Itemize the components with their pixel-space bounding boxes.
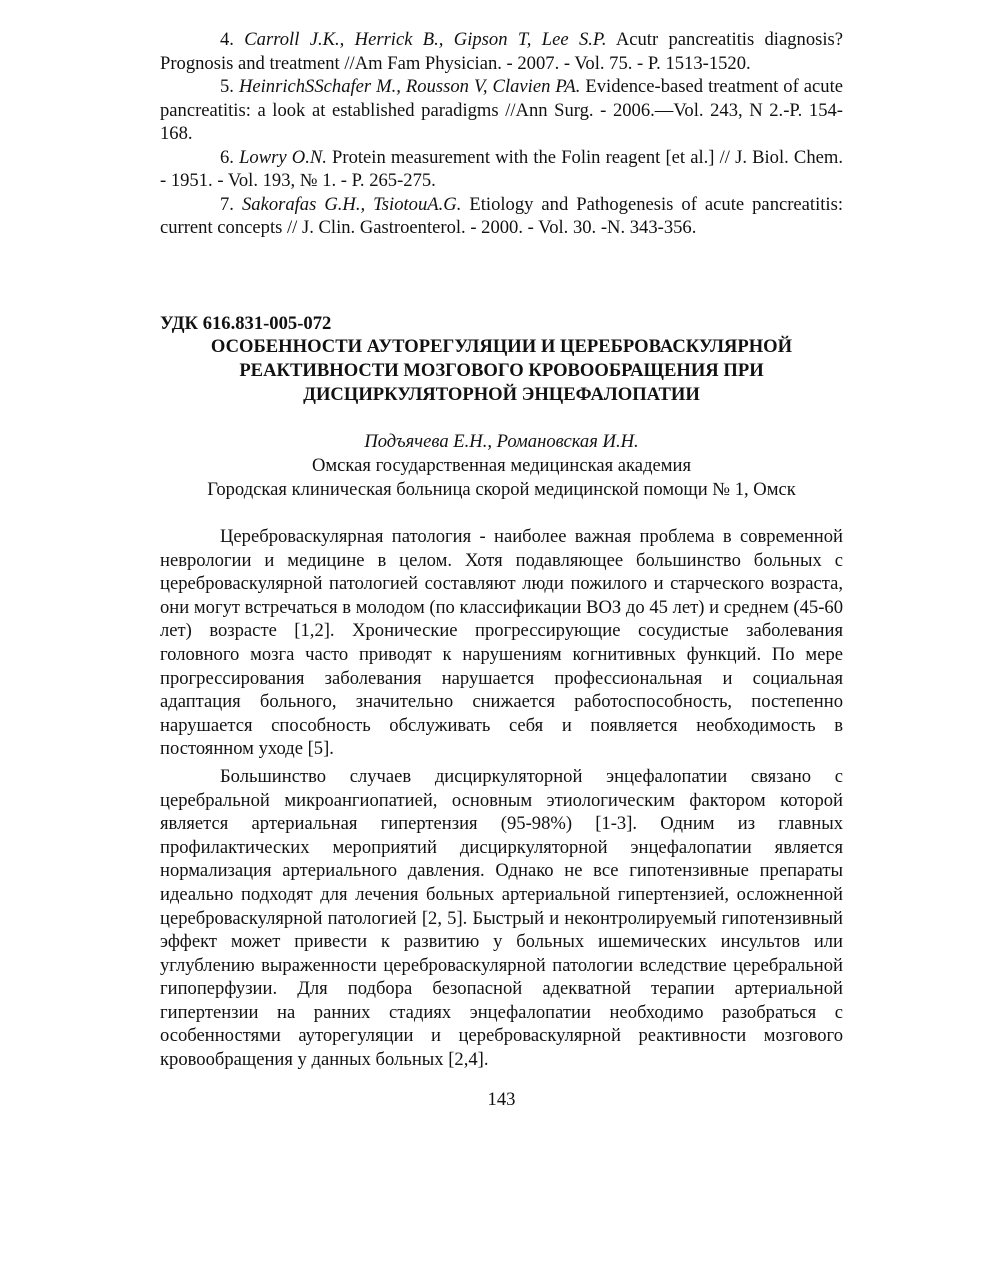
title-line: ОСОБЕННОСТИ АУТОРЕГУЛЯЦИИ И ЦЕРЕБРОВАСКУЛЯРНОЙ [210, 336, 793, 357]
reference-authors: Sakorafas G.H., TsiotouA.G. [241, 193, 462, 215]
body-paragraph: Цереброваскулярная патология - наиболее важная проблема в современной неврологии и медицине в целом. Хотя подавляющее большинство больных с цереброваскулярной патологией составляют люди пожилого и старческого возраста, они могут встречаться в молодом (по классификации ВОЗ до 45 лет) и среднем (45-60 лет) возрасте [1,2]. Хронические прогрессирующие сосудистые заболевания головного мозга часто приводят к нарушениям когнитивных функций. По мере прогрессирования заболевания нарушается профессиональная и социальная адаптация больного, значительно снижается работоспособность, постепенно нарушается способность обслуживать себя и появляется необходимость в постоянном уходе [5]. [160, 526, 843, 760]
affiliation-academy: Омская государственная медицинская академия [311, 455, 692, 476]
page-number: 143 [487, 1089, 516, 1110]
udk-code: УДК 616.831-005-072 [160, 313, 332, 334]
article-body [160, 525, 843, 1076]
body-paragraph: Большинство случаев дисциркуляторной энцефалопатии связано с церебральной микроангиопатией, основным этиологическим фактором которой является артериальная гипертензия (95-98%) [1-3]. Одним из главных профилактических мероприятий дисциркуляторной энцефалопатии является нормализация артериального давления. Однако не все гипотензивные препараты идеально подходят для лечения больных артериальной гипертензией, осложненной цереброваскулярной патологией [2, 5]. Быстрый и неконтролируемый гипотензивный эффект может привести к развитию у больных ишемических инсультов или углублению выраженности цереброваскулярной патологии вследствие церебральной гипоперфузии. Для подбора безопасной адекватной терапии артериальной гипертензии на ранних стадиях энцефалопатии необходимо разобраться с особенностями ауторегуляции и цереброваскулярной реактивности мозгового кровообращения у данных больных [2,4]. [160, 765, 843, 1071]
title-line: ДИСЦИРКУЛЯТОРНОЙ ЭНЦЕФАЛОПАТИИ [303, 384, 700, 405]
reference-authors: Carroll J.K., Herrick B., Gipson T, Lee S.P. [244, 29, 607, 50]
reference-authors: HeinrichSSchafer M., Rousson V, Clavien PA. [238, 76, 581, 97]
reference-list [160, 28, 843, 240]
title-line: РЕАКТИВНОСТИ МОЗГОВОГО КРОВООБРАЩЕНИЯ ПРИ [239, 360, 764, 381]
reference-item: 4. Carroll J.K., Herrick B., Gipson T, Lee S.P. Acutr pancreatitis diagnosis? Prognosis and treatment //Am Fam Physician. - 2007. - Vol. 75. - P. 1513-1520. [160, 29, 844, 74]
reference-item: 6. Lowry O.N. Protein measurement with the Folin reagent [et al.] // J. Biol. Chem. - 1951. - Vol. 193, № 1. - P. 265-275. [160, 146, 843, 191]
reference-item: 5. HeinrichSSchafer M., Rousson V, Clavien PA. Evidence-based treatment of acute pancreatitis: a look at established paradigms //Ann Surg. - 2006.—Vol. 243, N 2.-P. 154-168. [160, 76, 843, 144]
article-authors: Подъячева Е.Н., Романовская И.Н. [364, 431, 639, 452]
article-title [160, 335, 843, 407]
affiliation-hospital: Городская клиническая больница скорой медицинской помощи № 1, Омск [207, 479, 796, 500]
reference-authors: Lowry O.N. [239, 146, 327, 168]
reference-item: 7. Sakorafas G.H., TsiotouA.G. Etiology and Pathogenesis of acute pancreatitis: current concepts // J. Clin. Gastroenterol. - 2000. - Vol. 30. -N. 343-356. [160, 193, 844, 238]
